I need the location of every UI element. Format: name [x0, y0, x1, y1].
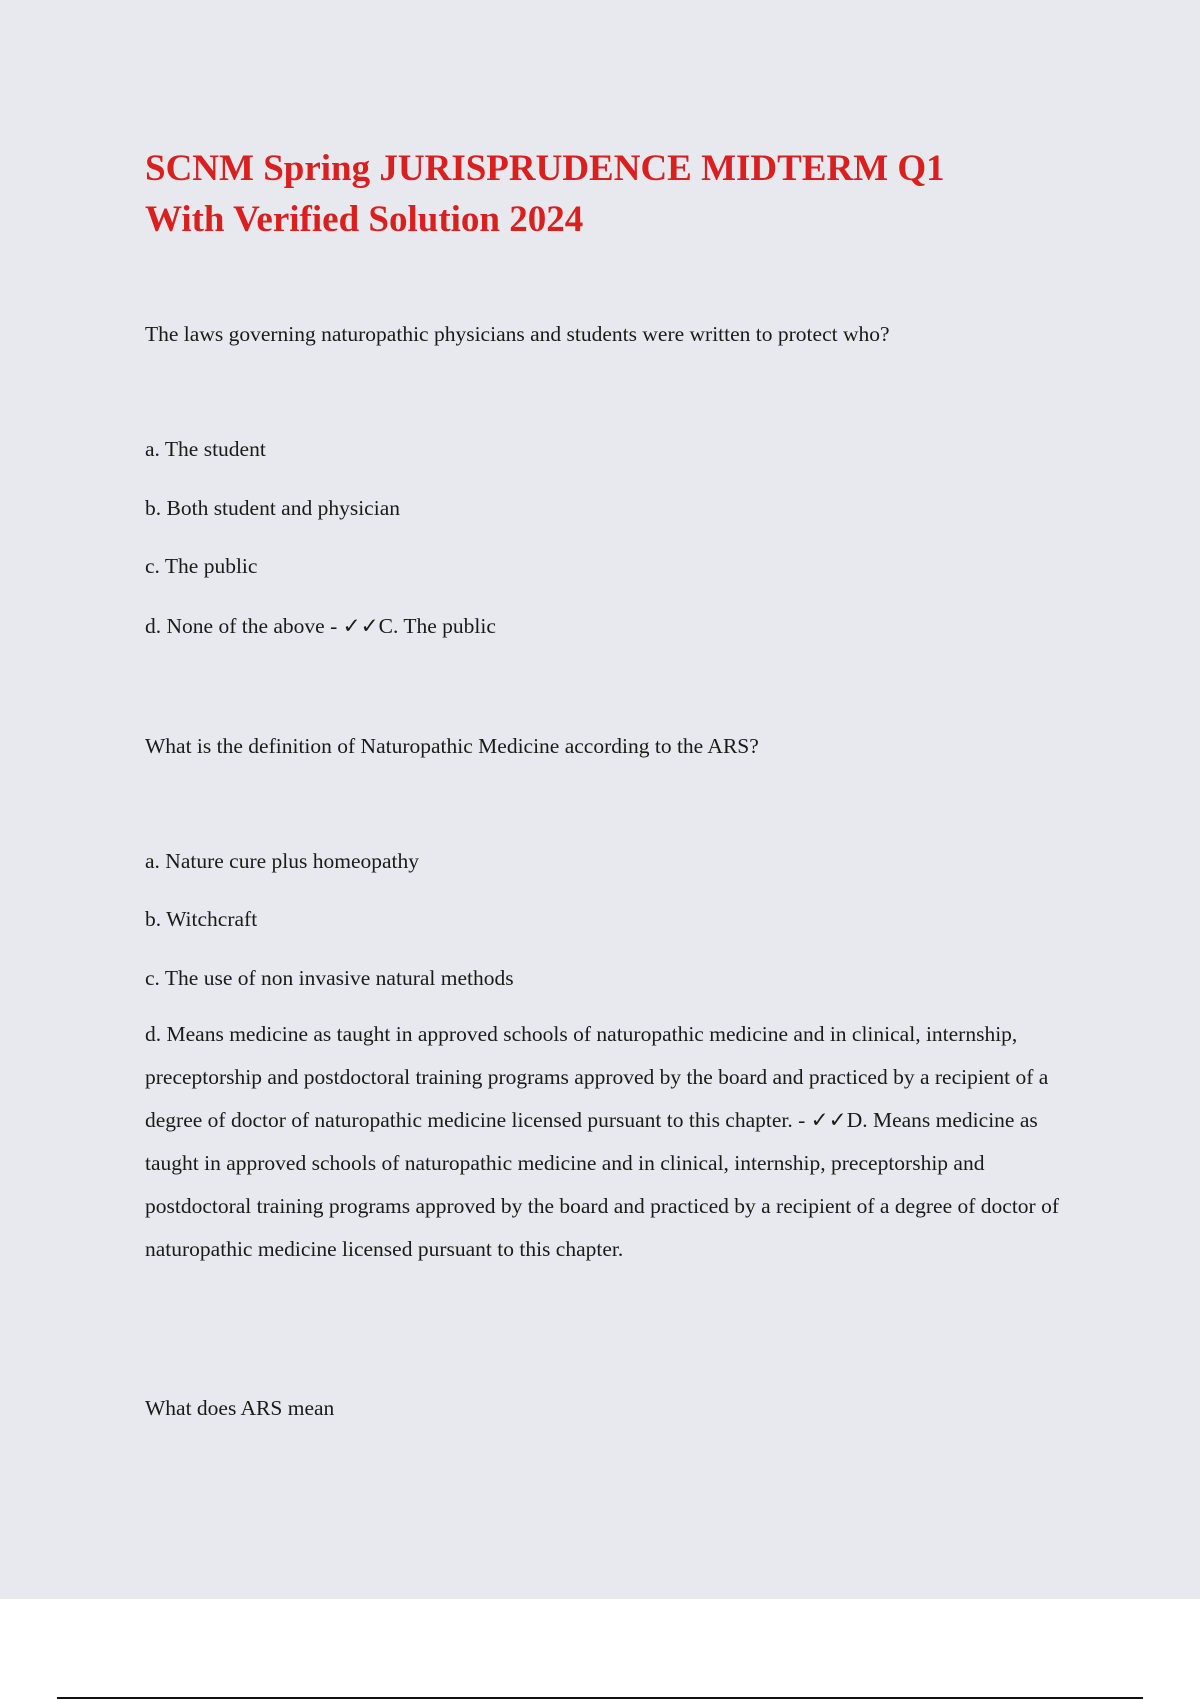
document-title-line-1: SCNM Spring JURISPRUDENCE MIDTERM Q1 [145, 148, 945, 189]
question-2-option-d-answer: d. Means medicine as taught in approved schools of naturopathic medicine and in clinical, internship, preceptorship and postdoctoral training programs approved by the board and practiced by a recipient of a degree of doctor of naturopathic medicine licensed pursuant to this chapter. - ✓✓D. Means medicine as taught in approved schools of naturopathic medicine and in clinical, internship, preceptorship and postdoctoral training programs approved by the board and practiced by a recipient of a degree of doctor of naturopathic medicine licensed pursuant to this chapter. [145, 1022, 1060, 1261]
question-2-option-b: b. Witchcraft [145, 907, 258, 931]
question-2-option-c: c. The use of non invasive natural methods [145, 966, 514, 990]
question-1-option-a: a. The student [145, 437, 266, 461]
question-2-text: What is the definition of Naturopathic Medicine according to the ARS? [145, 734, 759, 758]
question-1-option-b: b. Both student and physician [145, 496, 400, 520]
question-1-text: The laws governing naturopathic physicians and students were written to protect who? [145, 322, 890, 346]
footer-divider [57, 1697, 1143, 1699]
question-2-option-a: a. Nature cure plus homeopathy [145, 849, 420, 873]
question-1-option-d-answer: d. None of the above - ✓✓C. The public [145, 614, 496, 638]
question-1-option-c: c. The public [145, 554, 258, 578]
question-3-text: What does ARS mean [145, 1396, 335, 1420]
document-title-line-2: With Verified Solution 2024 [145, 199, 584, 240]
document-title [145, 143, 1085, 245]
